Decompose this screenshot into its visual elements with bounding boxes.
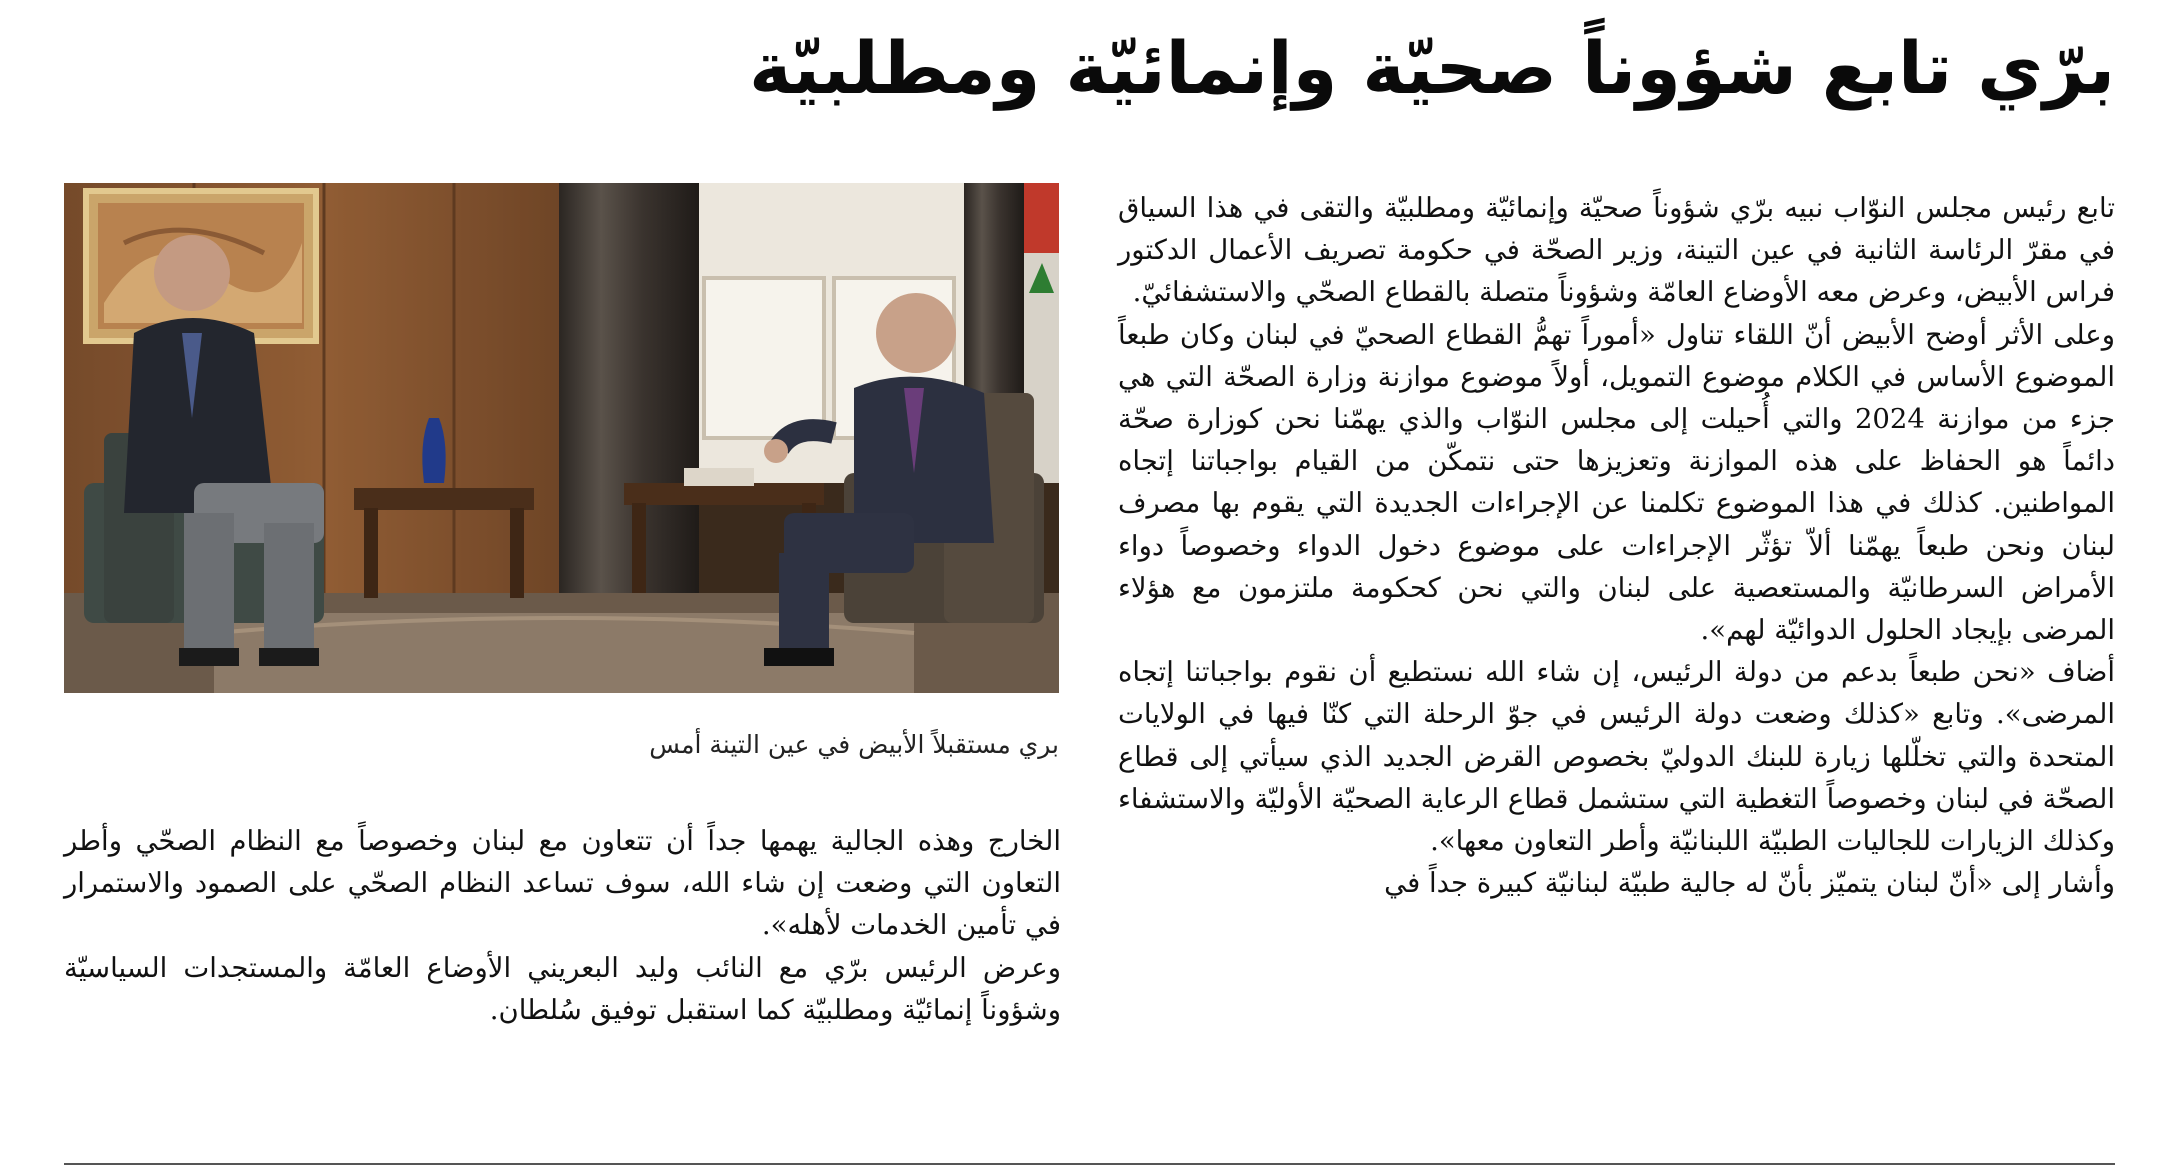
paragraph: أضاف «نحن طبعاً بدعم من دولة الرئيس، إن شاء الله نستطيع أن نقوم بواجباتنا إتجاه المرضى». وتابع «كذلك وضعت دولة الرئيس في جوّ الرحلة التي كنّا فيها في الولايات المتحدة والتي تخلّلها زيارة للبنك الدوليّ بخصوص القرض الجديد الذي سيأتي إلى قطاع الصحّة في لبنان وخصوصاً التغطية التي ستشمل قطاع الرعاية الصحيّة الأوليّة والاستشفاء وكذلك الزيارات للجاليات الطبيّة اللبنانيّة وأطر التعاون معها». (1118, 656, 2115, 858)
paragraph: وعرض الرئيس برّي مع النائب وليد البعريني الأوضاع العامّة والمستجدات السياسيّة وشؤوناً إنمائيّة ومطلبيّة كما استقبل توفيق سُلطان. (64, 951, 1061, 1026)
article-photo (64, 183, 1059, 693)
bottom-divider (64, 1163, 2115, 1165)
paragraph: الخارج وهذه الجالية يهمها جداً أن تتعاون مع لبنان وخصوصاً مع النظام الصحّي وأطر التعاون التي وضعت إن شاء الله، سوف تساعد النظام الصحّي على الصمود والاستمرار في تأمين الخدمات لأهله». (64, 825, 1061, 942)
article-headline: برّي تابع شؤوناً صحيّة وإنمائيّة ومطلبيّة (749, 26, 2115, 110)
paragraph: وأشار إلى «أنّ لبنان يتميّز بأنّ له جالية طبيّة لبنانيّة كبيرة جداً في (1384, 867, 2115, 900)
paragraph: وعلى الأثر أوضح الأبيض أنّ اللقاء تناول «أموراً تهمُّ القطاع الصحيّ في لبنان وكان طبعاً الموضوع الأساس في الكلام موضوع التمويل، أولاً موضوع موازنة وزارة الصحّة التي هي جزء من موازنة 2024 والتي أُحيلت إلى مجلس النوّاب والذي يهمّنا نحن كوزارة صحّة دائماً هو الحفاظ على هذه الموازنة وتعزيزها حتى نتمكّن من القيام بواجباتنا إتجاه المواطنين. كذلك في هذا الموضوع تكلمنا عن الإجراءات الجديدة التي يقوم بها مصرف لبنان ونحن طبعاً يهمّنا ألاّ تؤثّر الإجراءات على موضوع دخول الدواء وخصوصاً دواء الأمراض السرطانيّة والمستعصية على لبنان والتي نحن كحكومة ملتزمون مع هؤلاء المرضى بإيجاد الحلول الدوائيّة لهم». (1118, 318, 2116, 647)
photo-caption: بري مستقبلاً الأبيض في عين التينة أمس (649, 730, 1059, 759)
photo-meeting-illustration (64, 183, 1059, 693)
article-body-left-column (64, 820, 1061, 1031)
paragraph: تابع رئيس مجلس النوّاب نبيه برّي شؤوناً صحيّة وإنمائيّة ومطلبيّة والتقى في هذا السياق في مقرّ الرئاسة الثانية في عين التينة، وزير الصحّة في حكومة تصريف الأعمال الدكتور فراس الأبيض، وعرض معه الأوضاع العامّة وشؤوناً متصلة بالقطاع الصحّي والاستشفائيّ. (1118, 192, 2115, 309)
article-body-right-column (1118, 187, 2115, 904)
